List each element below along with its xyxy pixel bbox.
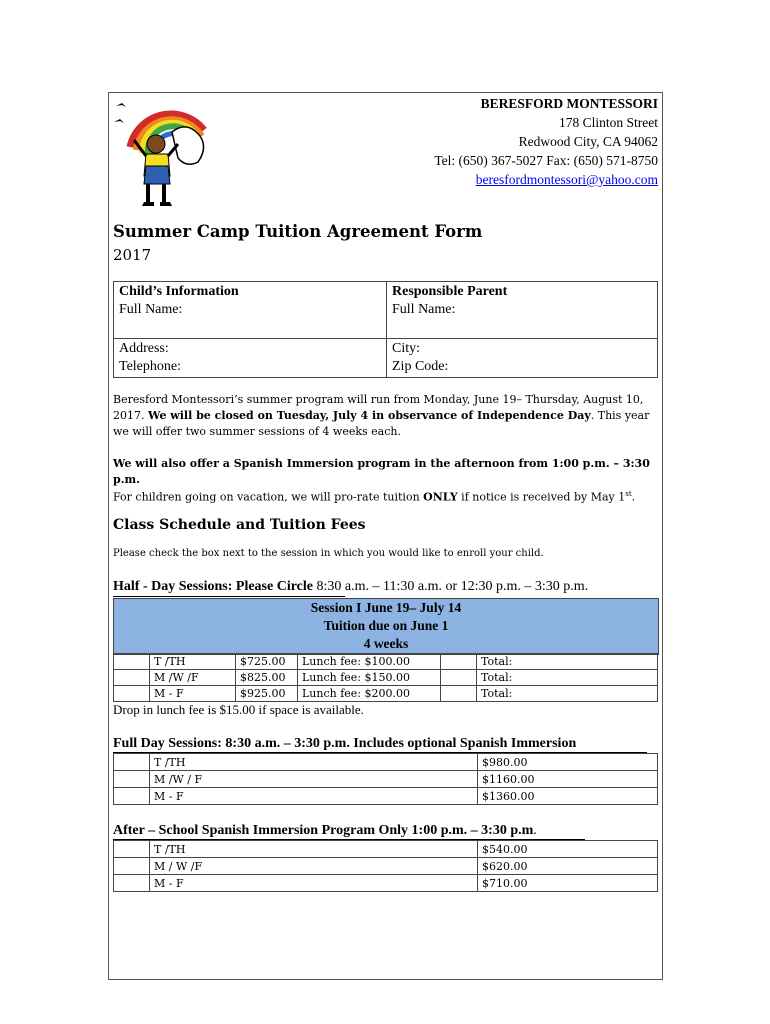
vacation-text-start: For children going on vacation, we will pro-rate tuition <box>113 490 424 504</box>
table-row <box>114 875 658 892</box>
school-phone: Tel: (650) 367-5027 Fax: (650) 571-8750 <box>434 153 658 168</box>
checkbox-cell[interactable] <box>114 788 150 805</box>
full-day-heading: Full Day Sessions: 8:30 a.m. – 3:30 p.m. Includes optional Spanish Immersion <box>113 736 577 751</box>
intro-paragraph <box>113 392 653 440</box>
total-cell[interactable]: Total: <box>477 686 658 702</box>
form-title: Summer Camp Tuition Agreement Form <box>113 222 483 241</box>
zip-label: Zip Code: <box>392 359 449 374</box>
half-day-table <box>113 653 658 702</box>
address-cell[interactable] <box>114 339 387 378</box>
parent-info-cell[interactable] <box>387 282 658 339</box>
city-cell[interactable] <box>387 339 658 378</box>
parent-info-header: Responsible Parent <box>392 284 508 299</box>
price-cell: $925.00 <box>236 686 298 702</box>
table-row <box>114 754 658 771</box>
half-day-heading <box>113 579 588 595</box>
closure-notice: We will be closed on Tuesday, July 4 in observance of Independence Day <box>148 409 591 422</box>
spanish-immersion-notice: We will also offer a Spanish Immersion program in the afternoon from 1:00 p.m. – 3:30 p.m. <box>113 457 650 486</box>
table-row <box>114 858 658 875</box>
half-day-underline <box>113 596 345 597</box>
session-i-weeks: 4 weeks <box>363 636 409 651</box>
table-row <box>114 771 658 788</box>
child-full-name-label: Full Name: <box>119 302 183 317</box>
total-cell[interactable]: Total: <box>477 670 658 686</box>
table-row <box>114 841 658 858</box>
checkbox-cell[interactable] <box>114 858 150 875</box>
price-cell: $540.00 <box>478 841 658 858</box>
price-cell: $825.00 <box>236 670 298 686</box>
child-info-header: Child’s Information <box>119 284 239 299</box>
intro-text-start: Beresford Montessori’s summer program will run from Monday, June 19– Thursday, August 10, 2017. <box>113 393 644 422</box>
school-email-link[interactable]: beresfordmontessori@yahoo.com <box>475 172 658 187</box>
after-school-heading-text: After – School Spanish Immersion Program Only 1:00 p.m. – 3:30 p.m <box>113 823 534 838</box>
days-cell: T /TH <box>150 841 478 858</box>
vacation-dot: . <box>631 490 636 504</box>
days-cell: M - F <box>150 875 478 892</box>
checkbox-cell[interactable] <box>114 875 150 892</box>
session-i-dates: Session I June 19– July 14 <box>310 600 462 615</box>
info-table <box>113 281 658 378</box>
lunch-checkbox-cell[interactable] <box>441 686 477 702</box>
price-cell: $980.00 <box>478 754 658 771</box>
after-school-heading-dot: . <box>533 823 537 838</box>
checkbox-cell[interactable] <box>114 686 150 702</box>
checkbox-cell[interactable] <box>114 670 150 686</box>
full-day-table <box>113 753 658 805</box>
child-info-cell[interactable] <box>114 282 387 339</box>
lunch-checkbox-cell[interactable] <box>441 670 477 686</box>
days-cell: T /TH <box>150 654 236 670</box>
session-i-banner <box>113 598 659 655</box>
drop-in-lunch-note: Drop in lunch fee is $15.00 if space is available. <box>113 702 364 717</box>
city-label: City: <box>392 341 421 356</box>
days-cell: M / W /F <box>150 858 478 875</box>
total-cell[interactable]: Total: <box>477 654 658 670</box>
vacation-only-bold: ONLY <box>423 490 458 504</box>
checkbox-cell[interactable] <box>114 771 150 788</box>
checkbox-cell[interactable] <box>114 754 150 771</box>
days-cell: M /W / F <box>150 771 478 788</box>
price-cell: $725.00 <box>236 654 298 670</box>
after-school-heading <box>113 823 537 839</box>
intro-text-end: . This year we will offer two summer sessions of 4 weeks each. <box>113 409 650 438</box>
days-cell: M /W /F <box>150 670 236 686</box>
lunch-fee-cell: Lunch fee: $200.00 <box>298 686 441 702</box>
lunch-fee-cell: Lunch fee: $100.00 <box>298 654 441 670</box>
table-row <box>114 654 658 670</box>
price-cell: $1360.00 <box>478 788 658 805</box>
checkbox-cell[interactable] <box>114 654 150 670</box>
telephone-label: Telephone: <box>119 359 181 374</box>
lunch-fee-cell: Lunch fee: $150.00 <box>298 670 441 686</box>
half-day-times: 8:30 a.m. – 11:30 a.m. or 12:30 p.m. – 3:30 p.m. <box>313 579 589 594</box>
school-name: BERESFORD MONTESSORI <box>480 96 658 111</box>
after-school-table <box>113 840 658 892</box>
school-city: Redwood City, CA 94062 <box>518 134 658 149</box>
parent-full-name-label: Full Name: <box>392 302 456 317</box>
checkbox-cell[interactable] <box>114 841 150 858</box>
form-year: 2017 <box>113 246 152 264</box>
half-day-heading-bold: Half - Day Sessions: Please Circle <box>113 579 313 594</box>
schedule-instruction: Please check the box next to the session in which you would like to enroll your child. <box>113 548 544 559</box>
lunch-checkbox-cell[interactable] <box>441 654 477 670</box>
table-row <box>114 670 658 686</box>
days-cell: M - F <box>150 686 236 702</box>
schedule-heading: Class Schedule and Tuition Fees <box>113 517 366 533</box>
days-cell: T /TH <box>150 754 478 771</box>
price-cell: $620.00 <box>478 858 658 875</box>
table-row <box>114 686 658 702</box>
price-cell: $710.00 <box>478 875 658 892</box>
school-street: 178 Clinton Street <box>559 115 658 130</box>
price-cell: $1160.00 <box>478 771 658 788</box>
table-row <box>114 788 658 805</box>
rainbow-child-logo <box>112 92 208 210</box>
school-address-block <box>434 94 658 189</box>
vacation-sup: st <box>625 490 632 498</box>
address-label: Address: <box>119 341 169 356</box>
session-i-due: Tuition due on June 1 <box>323 618 449 633</box>
vacation-notice <box>113 486 653 506</box>
days-cell: M - F <box>150 788 478 805</box>
vacation-text-end: if notice is received by May 1 <box>457 490 626 504</box>
